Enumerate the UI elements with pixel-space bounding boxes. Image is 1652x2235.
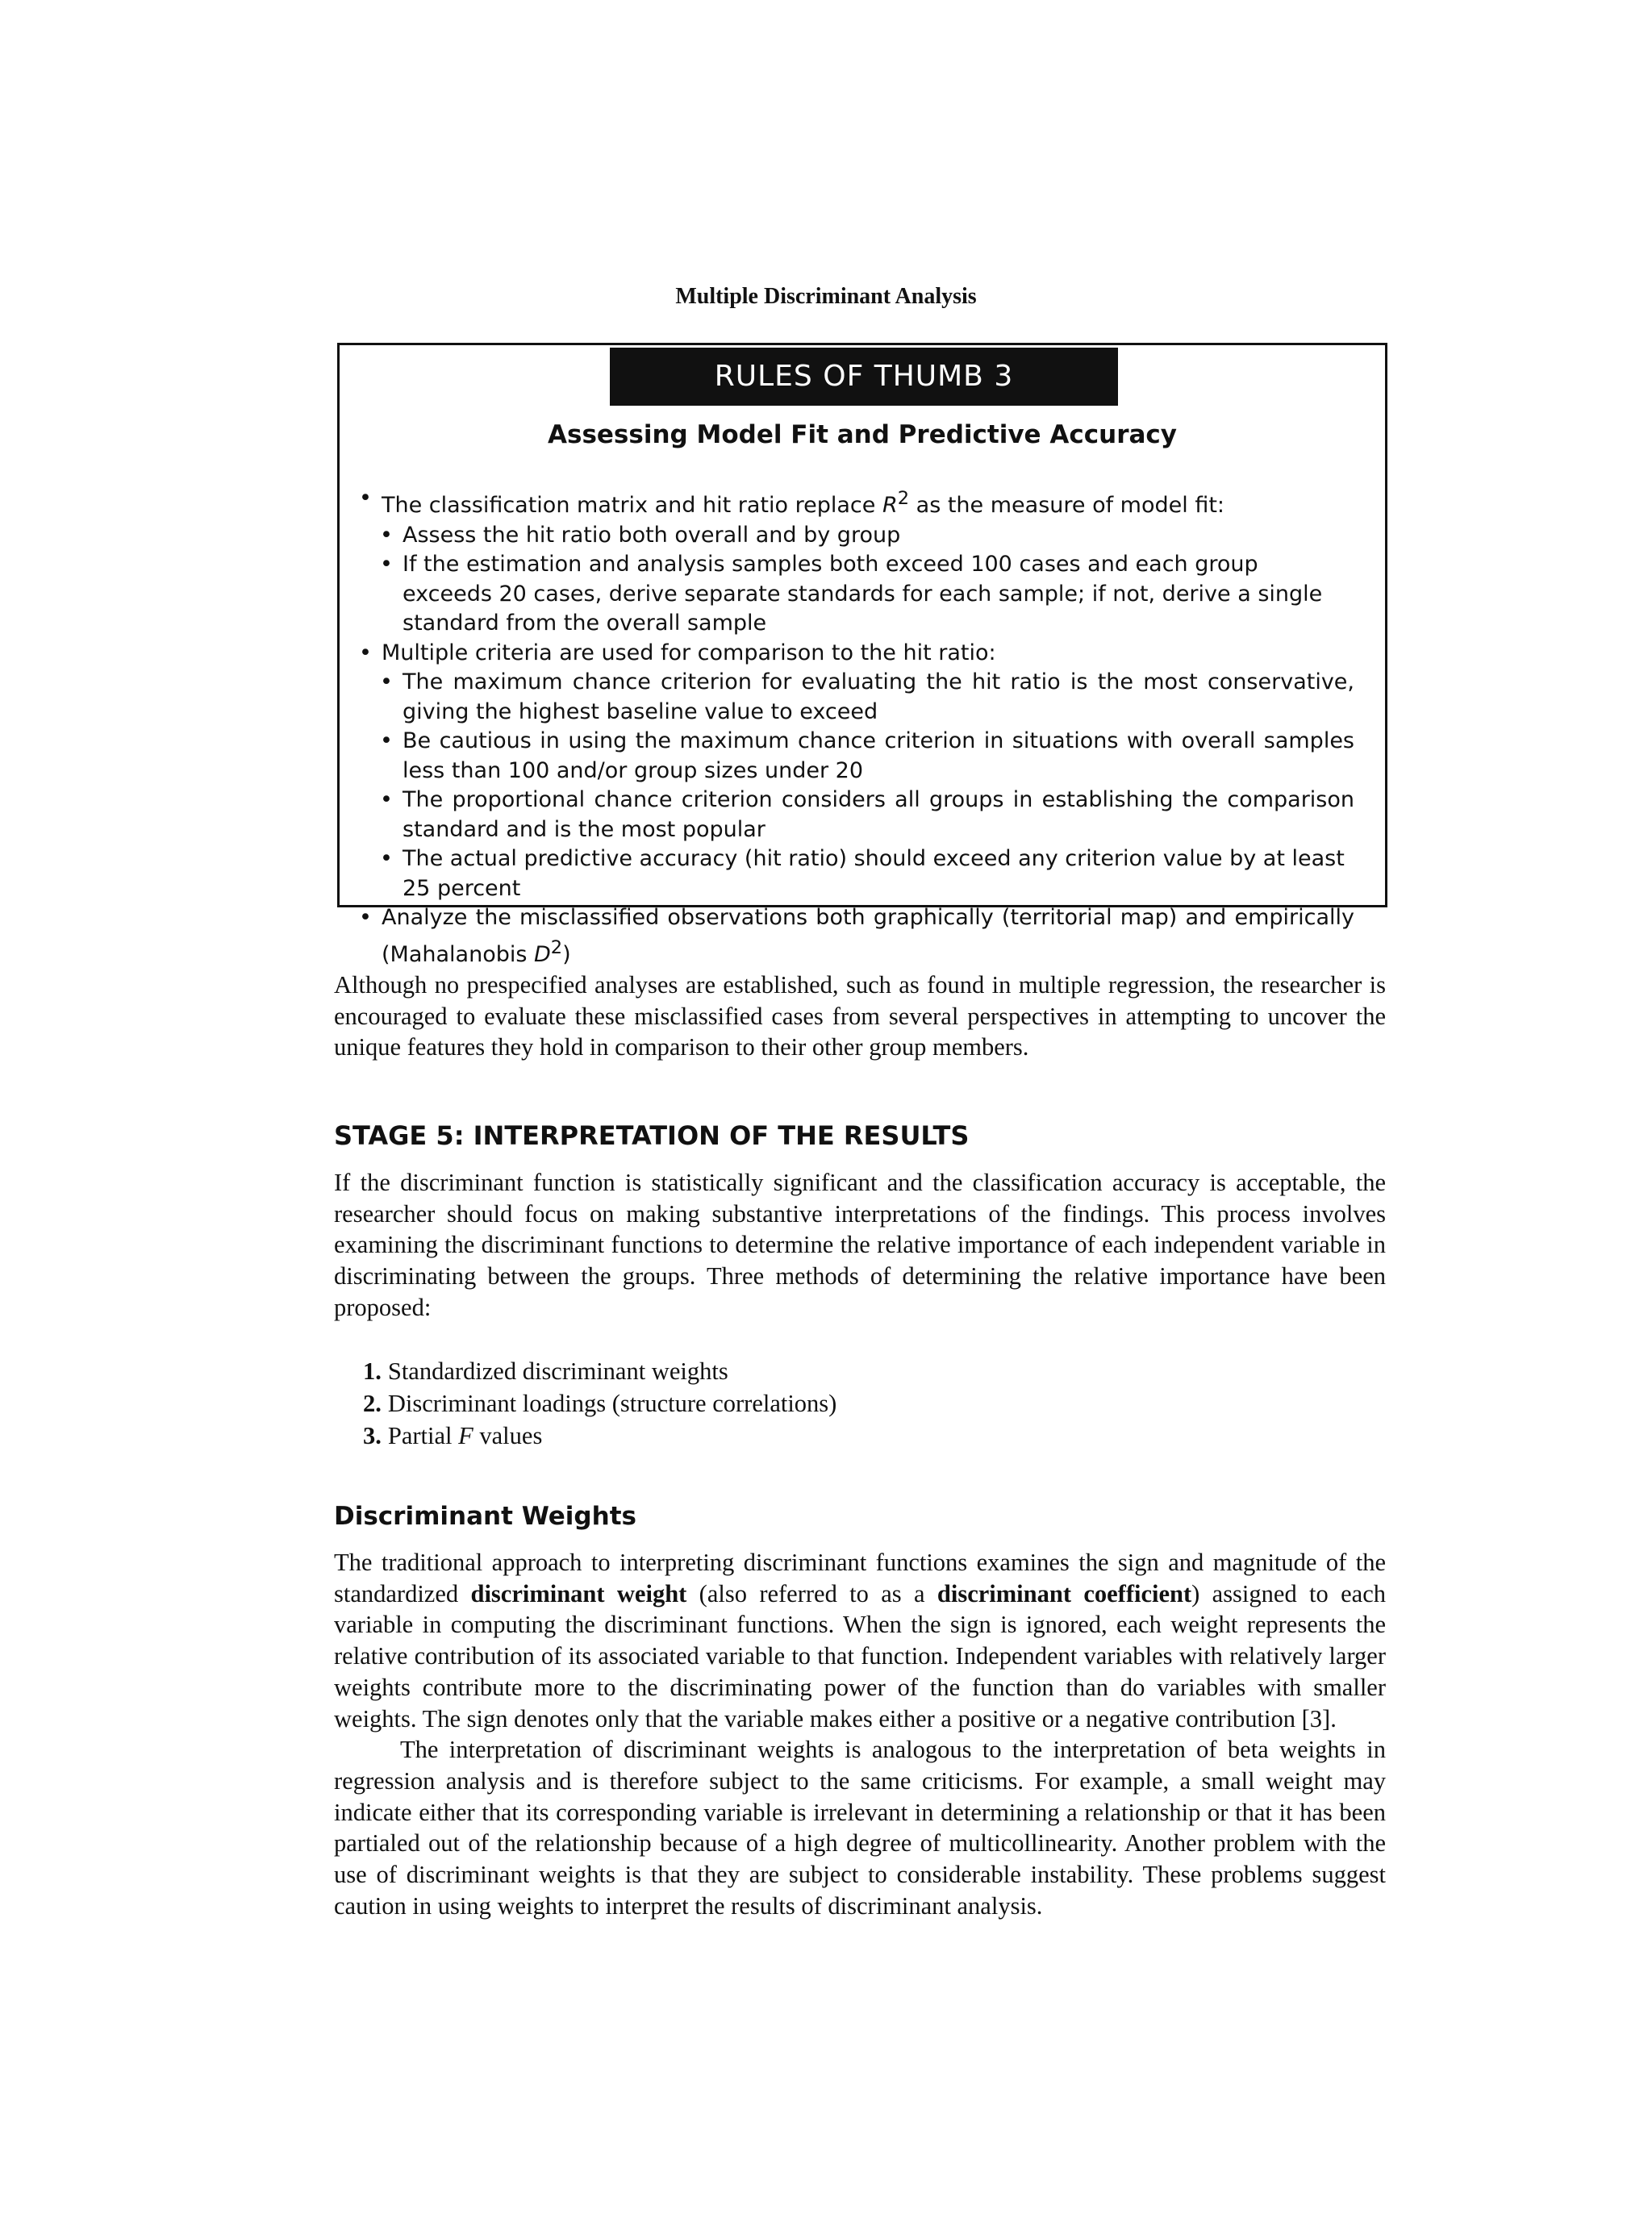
rule-subitem: • The actual predictive accuracy (hit ratio) should exceed any criterion value by at least 25 percent — [357, 844, 1354, 903]
rule-subitem: • The proportional chance criterion considers all groups in establishing the comparison standard and is the most popular — [357, 786, 1354, 844]
intro-paragraph: Although no prespecified analyses are established, such as found in multiple regression, the researcher is encouraged to evaluate these misclassified cases from several perspectives in attempting to uncover the unique features they hold in comparison to their other group members. — [334, 971, 1386, 1061]
method-item: 3. Partial F values — [363, 1422, 543, 1449]
dw-paragraph-2: The interpretation of discriminant weights is analogous to the interpretation of beta weights in regression analysis and is therefore subject to the same criticisms. For example, a small weight may indicate either that its corresponding variable is irrelevant in determining a relationship or that it has been partialed out of the relationship because of a high degree of multicollinearity. Another problem with the use of discriminant weights is that they are subject to considerable instability. These problems suggest caution in using weights to interpret the results of discriminant analysis. — [334, 1736, 1386, 1920]
discriminant-weights-body — [334, 1547, 1386, 1921]
method-item: 1. Standardized discriminant weights — [363, 1357, 728, 1385]
rule-item: • The classification matrix and hit ratio replace $R^2$ as the measure of model fit: — [357, 484, 1354, 521]
term-discriminant-coefficient: discriminant coefficient — [937, 1579, 1192, 1607]
d-symbol: D — [534, 941, 551, 967]
rules-of-thumb-box — [337, 343, 1387, 967]
term-discriminant-weight: discriminant weight — [470, 1579, 687, 1607]
stage5-heading: STAGE 5: INTERPRETATION OF THE RESULTS — [334, 1120, 970, 1151]
rule-subitem: • Assess the hit ratio both overall and by group — [357, 521, 1354, 551]
r-superscript: 2 — [897, 488, 910, 509]
dw-paragraph-1: The traditional approach to interpreting discriminant functions examines the sign and magnitude of the standardized discriminant weight (also referred to as a discriminant coefficient) assigned to each variable in computing the discriminant functions. When the sign is ignored, each weight represents the relative contribution of its associated variable to that function. Independent variables with relatively larger weights contribute more to the discriminating power of the function than do variables with smaller weights. The sign denotes only that the variable makes either a positive or a negative contribution [3]. — [334, 1549, 1386, 1733]
r-symbol: R — [882, 493, 898, 518]
rules-title: Assessing Model Fit and Predictive Accuracy — [548, 420, 1177, 449]
rule-subitem: • Be cautious in using the maximum chance criterion in situations with overall samples less than 100 and/or group sizes under 20 — [357, 727, 1354, 786]
rule-subitem: • The maximum chance criterion for evaluating the hit ratio is the most conservative, giving the highest baseline value to exceed — [357, 668, 1354, 727]
rule-subitem: • If the estimation and analysis samples both exceed 100 cases and each group exceeds 20 cases, derive separate standards for each sample; if not, derive a single standard from the overall sample — [357, 550, 1354, 639]
methods-list — [363, 1355, 836, 1452]
discriminant-weights-heading: Discriminant Weights — [334, 1502, 636, 1531]
d-superscript: 2 — [550, 936, 563, 958]
rules-banner: RULES OF THUMB 3 — [610, 348, 1118, 406]
rule-item: • Multiple criteria are used for comparison to the hit ratio: — [357, 639, 1354, 669]
method-item: 2. Discriminant loadings (structure correlations) — [363, 1390, 837, 1417]
rules-list — [357, 484, 1354, 969]
rule-item: • Analyze the misclassified observations both graphically (territorial map) and empirically (Mahalanobis $D^2$) — [357, 903, 1354, 969]
running-head: Multiple Discriminant Analysis — [675, 284, 977, 309]
stage5-paragraph: If the discriminant function is statistically significant and the classification accuracy is acceptable, the researcher should focus on making substantive interpretations of the findings. This process involves examining the discriminant functions to determine the relative importance of each independent variable in discriminating between the groups. Three methods of determining the relative importance have been proposed: — [334, 1169, 1386, 1321]
